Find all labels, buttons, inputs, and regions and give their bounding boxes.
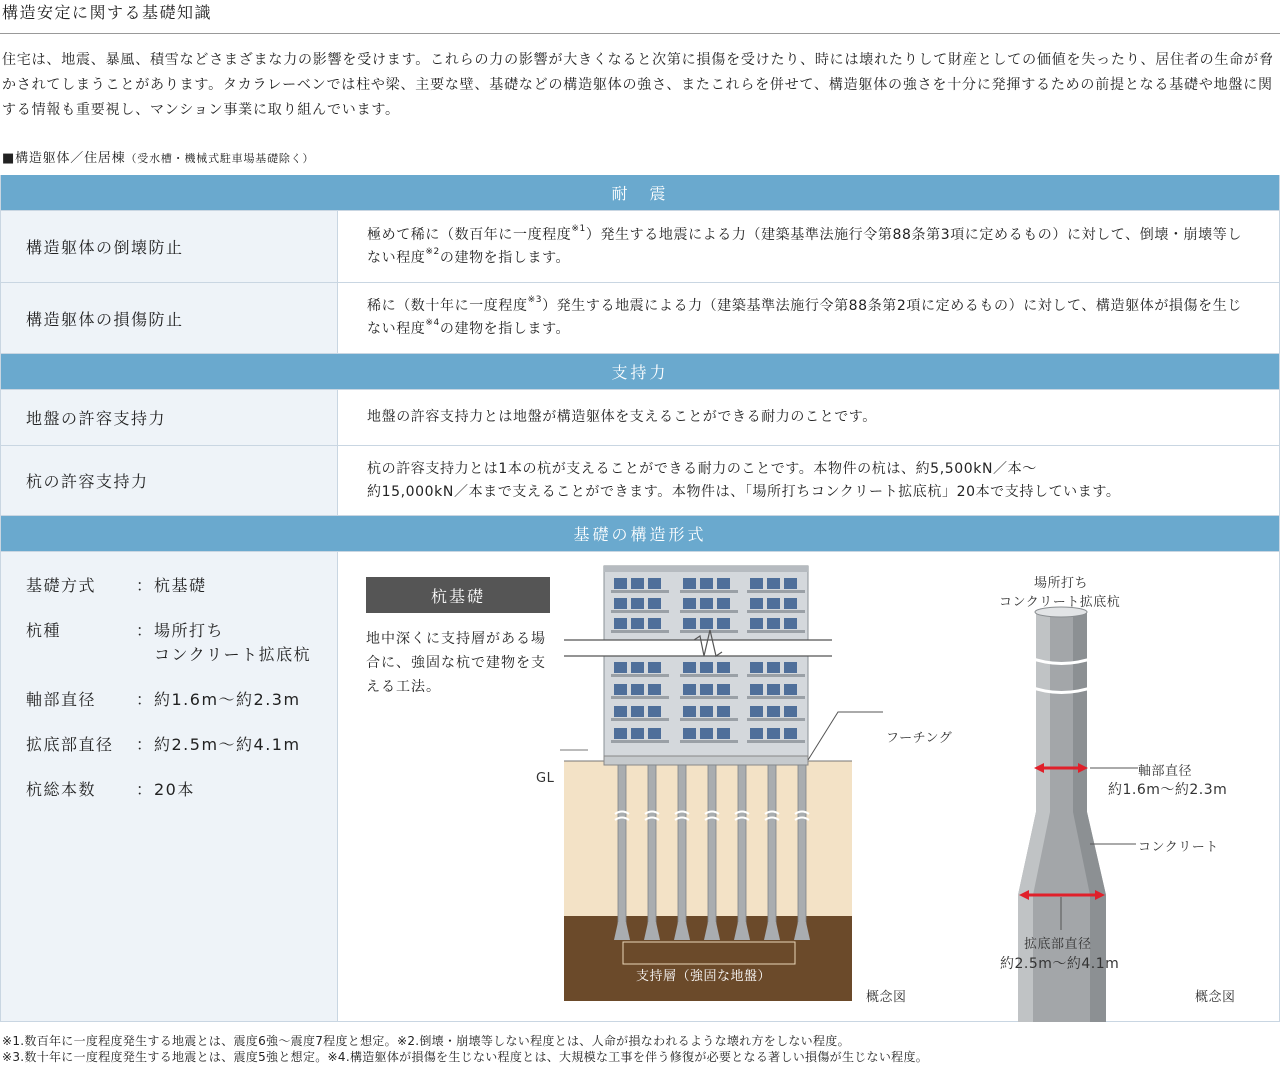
base-diameter-label: 拡底部直径 <box>1024 937 1092 952</box>
structure-table <box>0 175 1280 1022</box>
foundation-header: 基礎の構造形式 <box>1 516 1279 552</box>
row-text <box>338 446 1279 515</box>
window <box>784 578 797 589</box>
balcony <box>611 610 669 613</box>
pile <box>768 765 776 927</box>
window <box>631 578 644 589</box>
window <box>700 618 713 629</box>
pile <box>618 765 626 927</box>
spec-colon: ： <box>136 780 154 799</box>
spec-colon: ： <box>136 735 154 754</box>
window <box>614 618 627 629</box>
section-label: ■構造躯体／住居棟 <box>2 151 126 166</box>
text-line: 約15,000kN／本まで支えることができます。本物件は、「場所打ちコンクリート拡底杭」20本で支持しています。 <box>367 483 1121 500</box>
footnote-ref: ※4 <box>425 318 440 328</box>
balcony <box>747 696 805 699</box>
footing-label: フーチング <box>886 731 953 746</box>
bearing-row-pile <box>1 446 1279 516</box>
window <box>767 578 780 589</box>
bearing-header: 支持力 <box>1 354 1279 390</box>
window <box>750 618 763 629</box>
window <box>631 598 644 609</box>
window <box>750 706 763 717</box>
text-part: ）発生する地震による力（建築基準法施行令第88条第3項に定めるもの）に対して、倒壊・崩壊等しない程度 <box>367 226 1242 266</box>
window <box>614 706 627 717</box>
pile-foundation-badge: 杭基礎 <box>366 577 550 613</box>
pile <box>648 765 656 927</box>
text-part: 極めて稀に（数百年に一度程度 <box>367 226 572 243</box>
balcony <box>680 740 738 743</box>
text-part: ）発生する地震による力（建築基準法施行令第88条第2項に定めるもの）に対して、構造躯体が損傷を生じない程度 <box>367 298 1242 337</box>
page-title: 構造安定に関する基礎知識 <box>2 3 213 22</box>
window <box>717 578 730 589</box>
window <box>767 618 780 629</box>
row-text <box>338 211 1279 282</box>
window <box>750 598 763 609</box>
window <box>784 684 797 695</box>
window <box>750 728 763 739</box>
spec-colon: ： <box>136 576 154 595</box>
footnote-ref: ※1 <box>571 223 586 234</box>
window <box>614 728 627 739</box>
foundation-row <box>1 552 1279 1022</box>
pile-title-line-1: 場所打ち <box>1034 576 1089 591</box>
support-layer-box <box>623 942 795 964</box>
window <box>631 618 644 629</box>
window <box>784 728 797 739</box>
spec-colon: ： <box>136 621 154 640</box>
text-part: の建物を指します。 <box>439 321 571 337</box>
row-label: 杭の許容支持力 <box>1 446 338 515</box>
row-text: 地盤の許容支持力とは地盤が構造躯体を支えることができる耐力のことです。 <box>367 409 877 425</box>
balcony <box>611 630 669 633</box>
window <box>717 706 730 717</box>
window <box>784 618 797 629</box>
spec-key: 軸部直径 <box>26 690 97 709</box>
window <box>648 578 661 589</box>
spec-value: 場所打ち <box>154 621 225 640</box>
spec-value: 約2.5m～約4.1m <box>154 735 301 754</box>
section-heading <box>2 147 314 166</box>
balcony <box>680 696 738 699</box>
window <box>683 618 696 629</box>
window <box>648 684 661 695</box>
building <box>604 566 808 762</box>
window <box>784 598 797 609</box>
balcony <box>747 590 805 593</box>
window <box>767 598 780 609</box>
window <box>614 598 627 609</box>
window <box>648 728 661 739</box>
window <box>631 684 644 695</box>
window <box>700 728 713 739</box>
window <box>784 662 797 673</box>
window <box>683 728 696 739</box>
window <box>784 706 797 717</box>
section-note: （受水槽・機械式駐車場基礎除く） <box>125 152 315 165</box>
shaft-diameter-label: 軸部直径 <box>1138 764 1193 779</box>
seismic-row-collapse <box>1 211 1279 283</box>
spec-value: コンクリート拡底杭 <box>154 645 312 664</box>
window <box>683 684 696 695</box>
window <box>648 598 661 609</box>
row-text <box>338 283 1279 353</box>
window <box>614 662 627 673</box>
balcony <box>747 630 805 633</box>
window <box>700 706 713 717</box>
footnote-ref: ※2 <box>425 246 440 257</box>
window <box>631 662 644 673</box>
shaft-diameter-value: 約1.6m～約2.3m <box>1108 782 1228 798</box>
spec-key: 基礎方式 <box>26 576 97 595</box>
window <box>614 684 627 695</box>
footnote-ref: ※3 <box>527 295 543 305</box>
balcony <box>680 590 738 593</box>
window <box>683 578 696 589</box>
balcony <box>611 740 669 743</box>
text-line: 杭の許容支持力とは1本の杭が支えることができる耐力のことです。本物件の杭は、約5,500kN／本～ <box>367 460 1037 477</box>
window <box>683 598 696 609</box>
support-layer-label: 支持層（強固な地盤） <box>636 969 772 984</box>
footnote-line: ※3.数十年に一度程度発生する地震とは、震度5強と想定。※4.構造躯体が損傷を生じない程度とは、大規模な工事を伴う修復が必要となる著しい損傷が生じない程度。 <box>2 1050 929 1064</box>
window <box>767 728 780 739</box>
window <box>767 662 780 673</box>
foundation-specs <box>1 552 338 1021</box>
window <box>631 728 644 739</box>
seismic-row-damage <box>1 283 1279 354</box>
footnote-line: ※1.数百年に一度程度発生する地震とは、震度6強～震度7程度と想定。※2.倒壊・崩壊等しない程度とは、人命が損なわれるような壊れ方をしない程度。 <box>2 1034 850 1048</box>
text-part: 稀に（数十年に一度程度 <box>367 298 528 314</box>
balcony <box>611 674 669 677</box>
window <box>767 706 780 717</box>
window <box>631 706 644 717</box>
spec-value: 20本 <box>154 780 195 799</box>
pile <box>798 765 806 927</box>
footnotes <box>2 1033 928 1065</box>
title-divider <box>0 33 1280 34</box>
window <box>683 662 696 673</box>
window <box>700 578 713 589</box>
window <box>750 662 763 673</box>
pile <box>678 765 686 927</box>
row-label: 地盤の許容支持力 <box>1 390 338 445</box>
bearing-row-ground <box>1 390 1279 446</box>
row-label: 構造躯体の倒壊防止 <box>1 211 338 282</box>
pile-title-line-2: コンクリート拡底杭 <box>999 595 1121 610</box>
pile <box>738 765 746 927</box>
window <box>683 706 696 717</box>
window <box>648 618 661 629</box>
balcony <box>611 718 669 721</box>
balcony <box>747 610 805 613</box>
window <box>750 578 763 589</box>
balcony <box>680 718 738 721</box>
window <box>648 706 661 717</box>
window <box>700 662 713 673</box>
spec-key: 拡底部直径 <box>26 735 114 754</box>
spec-colon: ： <box>136 690 154 709</box>
window <box>614 578 627 589</box>
row-label: 構造躯体の損傷防止 <box>1 283 338 353</box>
balcony <box>747 740 805 743</box>
window <box>717 684 730 695</box>
window <box>648 662 661 673</box>
base-diameter-value: 約2.5m～約4.1m <box>1000 956 1120 972</box>
balcony <box>747 718 805 721</box>
window <box>767 684 780 695</box>
window <box>717 662 730 673</box>
spec-value: 約1.6m～約2.3m <box>154 690 301 709</box>
window <box>717 598 730 609</box>
window <box>700 598 713 609</box>
gl-label: GL <box>536 771 555 786</box>
window <box>717 618 730 629</box>
window <box>717 728 730 739</box>
concrete-label: コンクリート <box>1138 840 1219 855</box>
spec-key: 杭種 <box>26 621 62 640</box>
text-part: の建物を指します。 <box>439 249 571 266</box>
right-caption: 概念図 <box>1195 990 1236 1005</box>
balcony <box>611 590 669 593</box>
balcony <box>747 674 805 677</box>
balcony <box>611 696 669 699</box>
window <box>750 684 763 695</box>
left-caption: 概念図 <box>866 990 907 1005</box>
balcony <box>680 674 738 677</box>
foundation-figure <box>338 552 1279 1021</box>
spec-value: 杭基礎 <box>154 576 207 595</box>
pile-foundation-description: 地中深くに支持層がある場合に、強固な杭で建物を支える工法。 <box>366 631 546 695</box>
balcony <box>680 610 738 613</box>
seismic-header: 耐 震 <box>1 175 1279 211</box>
pile <box>708 765 716 927</box>
footing <box>604 756 808 765</box>
window <box>700 684 713 695</box>
intro-paragraph: 住宅は、地震、暴風、積雪などさまざまな力の影響を受けます。これらの力の影響が大きくなると次第に損傷を受けたり、時には壊れたりして財産としての価値を失ったり、居住者の生命が脅かされてしまうことがあります。タカラレーベンでは柱や梁、主要な壁、基礎などの構造躯体の強さ、またこれらを併せて、構造躯体の強さを十分に発揮するための前提となる基礎や地盤に関する情報も重要視し、マンション事業に取り組んでいます。 <box>2 52 1274 118</box>
spec-key: 杭総本数 <box>26 780 97 799</box>
